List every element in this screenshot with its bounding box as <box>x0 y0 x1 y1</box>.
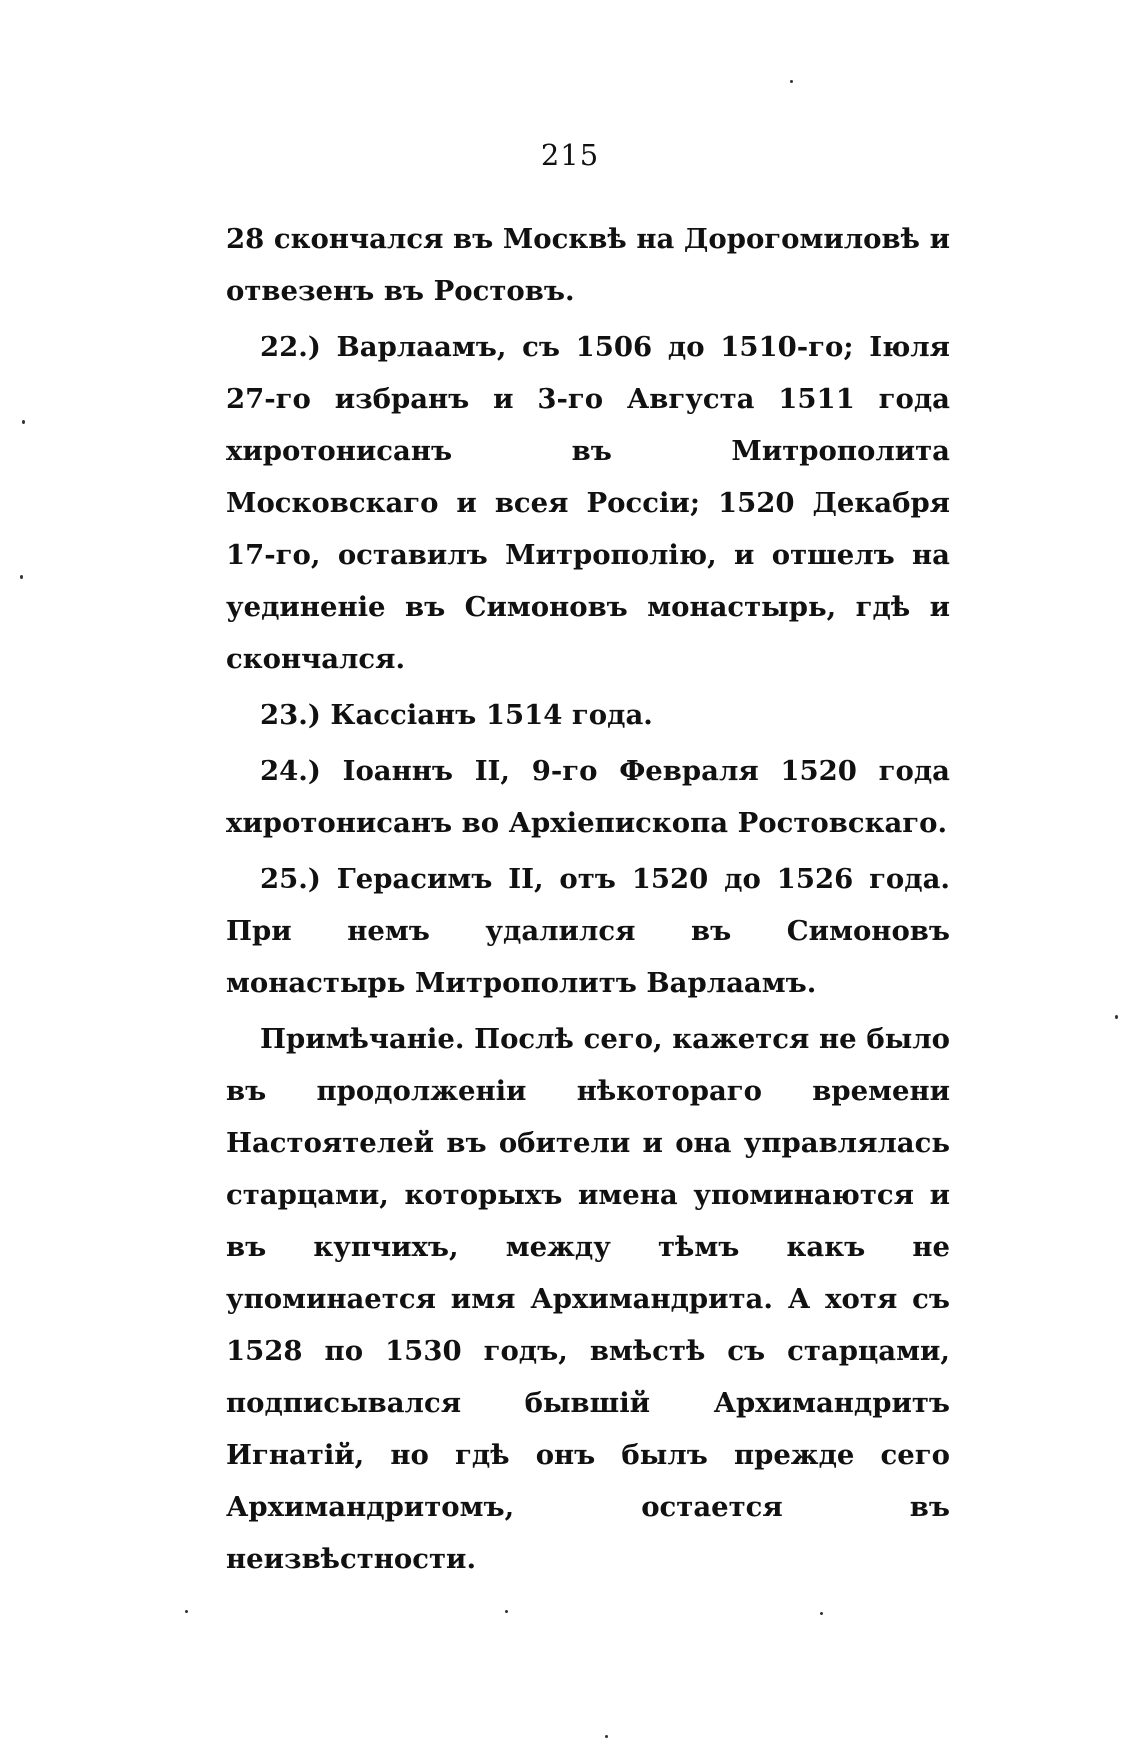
scan-speck <box>790 80 793 83</box>
paragraph-gerasim: 25.) Герасимъ II, отъ 1520 до 1526 года. При немъ удалился въ Симоновъ монастырь Митрополитъ Варлаамъ. <box>226 863 950 999</box>
paragraph-varlaam: 22.) Варлаамъ, съ 1506 до 1510-го; Іюля 27-го избранъ и 3-го Августа 1511 года хиротонисанъ въ Митрополита Московскаго и всея Россіи; 1520 Декабря 17-го, оставилъ Митрополію, и отшелъ на уединеніе въ Симоновъ монастырь, гдѣ и скончался. <box>226 331 950 675</box>
paragraph-note: Примѣчаніе. Послѣ сего, кажется не было въ продолженіи нѣкотораго времени Настоятелей въ обители и она управлялась старцами, которыхъ имена упоминаются и въ купчихъ, между тѣмъ какъ не упоминается имя Архимандрита. А хотя съ 1528 по 1530 годъ, вмѣстѣ съ старцами, подписывался бывшій Архимандритъ Игнатій, но гдѣ онъ былъ прежде сего Архимандритомъ, остается въ неизвѣстности. <box>226 1023 950 1575</box>
scan-speck <box>20 575 23 579</box>
scan-speck <box>605 1735 608 1738</box>
scan-speck <box>505 1610 508 1613</box>
paragraph-kassian: 23.) Кассіанъ 1514 года. <box>260 699 653 731</box>
scan-speck <box>185 1610 188 1613</box>
scan-speck <box>1115 1015 1118 1019</box>
scan-speck <box>22 420 25 424</box>
page-text <box>226 213 950 1589</box>
scan-speck <box>820 1612 823 1615</box>
paragraph-continuation: 28 скончался въ Москвѣ на Дорогомиловѣ и отвезенъ въ Ростовъ. <box>226 223 950 307</box>
page-number: 215 <box>540 138 600 172</box>
paragraph-ioann: 24.) Іоаннъ II, 9-го Февраля 1520 года хиротонисанъ во Архіепископа Ростовскаго. <box>226 755 950 839</box>
